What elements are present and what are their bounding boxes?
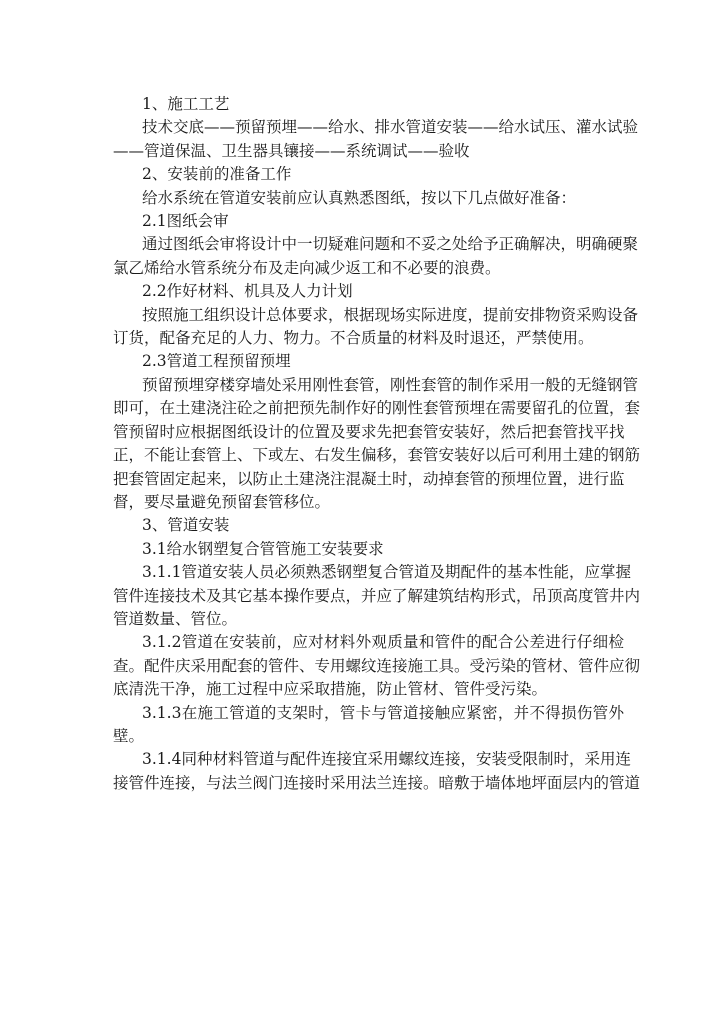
text-line: 3.1给水钢塑复合管管施工安装要求 bbox=[142, 539, 384, 558]
text-line: 正，不能让套管上、下或左、右发生偏移，套管安装好以后可利用土建的钢筋 bbox=[113, 446, 641, 465]
text-line: 管件连接技术及其它基本操作要点，并应了解建筑结构形式，吊顶高度管井内 bbox=[113, 586, 641, 605]
text-line: 3.1.3在施工管道的支架时，管卡与管道接触应紧密，并不得损伤管外 bbox=[142, 703, 624, 722]
text-line: 即可，在土建浇注砼之前把预先制作好的刚性套管预埋在需要留孔的位置，套 bbox=[113, 399, 641, 418]
text-line: 3.1.4同种材料管道与配件连接宜采用螺纹连接，安装受限制时，采用连 bbox=[142, 750, 631, 769]
text-line: 技术交底——预留预埋——给水、排水管道安装——给水试压、灌水试验 bbox=[142, 118, 639, 137]
text-line: 氯乙烯给水管系统分布及走向减少返工和不必要的浪费。 bbox=[113, 258, 501, 277]
text-line: 3、管道安装 bbox=[142, 516, 230, 535]
text-line: 1、施工工艺 bbox=[142, 95, 230, 113]
text-line: 3.1.2管道在安装前，应对材料外观质量和管件的配合公差进行仔细检 bbox=[142, 633, 624, 652]
text-line: 订货，配备充足的人力、物力。不合质量的材料及时退还，严禁使用。 bbox=[113, 329, 594, 348]
text-line: 壁。 bbox=[113, 726, 145, 745]
text-line: 把套管固定起来，以防止土建浇注混凝土时，动掉套管的预埋位置，进行监 bbox=[113, 469, 625, 488]
text-line: ——管道保温、卫生器具镶接——系统调试——验收 bbox=[113, 141, 470, 160]
text-line: 底清洗干净，施工过程中应采取措施，防止管材、管件受污染。 bbox=[113, 680, 548, 699]
text-line: 管道数量、管位。 bbox=[113, 609, 238, 628]
text-line: 按照施工组织设计总体要求，根据现场实际进度，提前安排物资采购设备 bbox=[142, 305, 639, 324]
text-line: 2、安装前的准备工作 bbox=[142, 165, 292, 184]
text-line: 3.1.1管道安装人员必须熟悉钢塑复合管道及期配件的基本性能，应掌握 bbox=[142, 563, 631, 582]
text-line: 管预留时应根据图纸设计的位置及要求先把套管安装好，然后把套管找平找 bbox=[113, 422, 625, 441]
document-body bbox=[113, 93, 641, 795]
text-line: 查。配件庆采用配套的管件、专用螺纹连接施工具。受污染的管材、管件应彻 bbox=[113, 656, 641, 675]
text-line: 预留预埋穿楼穿墙处采用刚性套管，刚性套管的制作采用一般的无缝钢管 bbox=[142, 375, 639, 394]
text-line: 2.3管道工程预留预埋 bbox=[142, 352, 291, 371]
text-line: 督，要尽量避免预留套管移位。 bbox=[113, 492, 331, 511]
text-line: 给水系统在管道安装前应认真熟悉图纸，按以下几点做好准备： bbox=[142, 188, 577, 207]
text-line: 2.1图纸会审 bbox=[142, 212, 229, 231]
text-line: 接管件连接，与法兰阀门连接时采用法兰连接。暗敷于墙体地坪面层内的管道 bbox=[113, 773, 641, 792]
text-line: 2.2作好材料、机具及人力计划 bbox=[142, 282, 353, 301]
text-line: 通过图纸会审将设计中一切疑难问题和不妥之处给予正确解决，明确硬聚 bbox=[142, 235, 639, 254]
